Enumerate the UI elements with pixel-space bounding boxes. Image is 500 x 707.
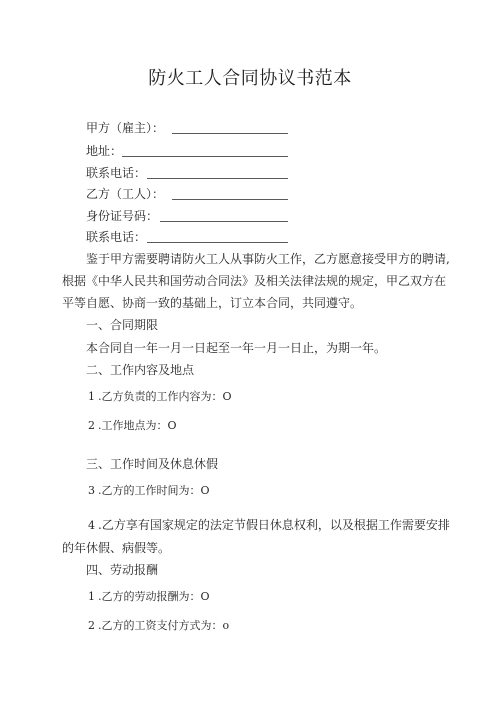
party-a-label: 甲方（雇主）： [86, 121, 165, 135]
party-b-phone-label: 联系电话： [86, 230, 147, 244]
item-text: .乙方负责的工作内容为：O [98, 390, 232, 403]
section-heading-term: 一、合同期限 [86, 318, 159, 332]
item-text: .乙方的劳动报酬为：O [98, 590, 210, 603]
id-number-label: 身份证号码： [86, 209, 159, 223]
intro-line-1: 鉴于甲方需要聘请防火工人从事防火工作，乙方愿意接受甲方的聘请, [86, 252, 450, 266]
item-number: 2 [88, 619, 95, 632]
address-blank[interactable] [122, 156, 288, 157]
section-heading-work: 二、工作内容及地点 [86, 363, 195, 377]
intro-line-2: 根据《中华人民共和国劳动合同法》及相关法律法规的规定，甲乙双方在 [62, 274, 447, 288]
item-text: .乙方的工资支付方式为：o [98, 619, 230, 632]
list-item [88, 517, 450, 534]
item-number: 2 [88, 419, 95, 432]
term-text: 本合同自一年一月一日起至一年一月一日止，为期一年。 [86, 341, 387, 355]
item-number: 4 [88, 519, 95, 532]
intro-line-3: 平等自愿、协商一致的基础上，订立本合同，共同遵守。 [62, 296, 363, 310]
section-heading-hours: 三、工作时间及休息休假 [86, 457, 219, 471]
list-item [88, 418, 177, 434]
list-item [88, 389, 232, 405]
party-a-phone-label: 联系电话： [86, 166, 147, 180]
party-b-phone-blank[interactable] [147, 242, 288, 243]
list-item [88, 589, 210, 605]
section-heading-pay: 四、劳动报酬 [86, 563, 159, 577]
item-number: 1 [88, 590, 95, 603]
document-title: 防火工人合同协议书范本 [148, 68, 352, 89]
party-b-blank[interactable] [172, 199, 288, 200]
id-number-blank[interactable] [160, 221, 288, 222]
party-b-label: 乙方（工人）： [86, 187, 165, 201]
item-text: .乙方享有国家规定的法定节假日休息权利，以及根据工作需要安排 [98, 518, 450, 532]
party-a-phone-blank[interactable] [147, 178, 288, 179]
item-text: .乙方的工作时间为：O [98, 484, 210, 497]
item-text: .工作地点为：O [98, 419, 177, 432]
item-number: 1 [88, 390, 95, 403]
party-a-blank[interactable] [172, 133, 288, 134]
item-continuation: 的年休假、病假等。 [62, 541, 171, 555]
address-label: 地址： [86, 144, 123, 158]
list-item [88, 618, 229, 634]
item-number: 3 [88, 484, 95, 497]
list-item [88, 483, 210, 499]
